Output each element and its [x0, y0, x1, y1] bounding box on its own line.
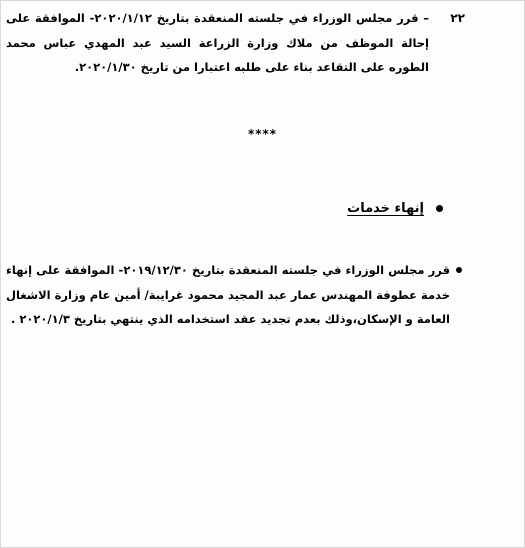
section-heading-title: إنهاء خدمات	[347, 201, 424, 216]
decision-text: – قرر مجلس الوزراء في جلسته المنعقدة بتاريخ ٢٠٢٠/١/١٢- الموافقة على إحالة الموظف من ملاك وزارة الزراعة السيد عبد المهدي عباس محمد الطوره على التقاعد بناء على طلبه اعتبارا من تاريخ ٢٠٢٠/١/٣٠.	[6, 11, 429, 74]
termination-decision-item	[6, 258, 464, 332]
section-heading	[347, 197, 443, 221]
bullet-icon	[436, 205, 443, 212]
item-number: ٢٢	[450, 11, 465, 25]
bullet-icon	[456, 267, 462, 273]
decision-item-22	[6, 6, 465, 80]
section-separator: ****	[247, 127, 278, 141]
decision-text: قرر مجلس الوزراء في جلسته المنعقدة بتاريخ ٢٠١٩/١٢/٣٠- الموافقة على إنهاء خدمة عطوفة المهندس عمار عبد المجيد محمود غرايبة/ أمين عام وزارة الاشغال العامة و الإسكان،وذلك بعدم تجديد عقد استخدامه الذي ينتهي بتاريخ ٢٠٢٠/١/٣ .	[6, 263, 450, 326]
